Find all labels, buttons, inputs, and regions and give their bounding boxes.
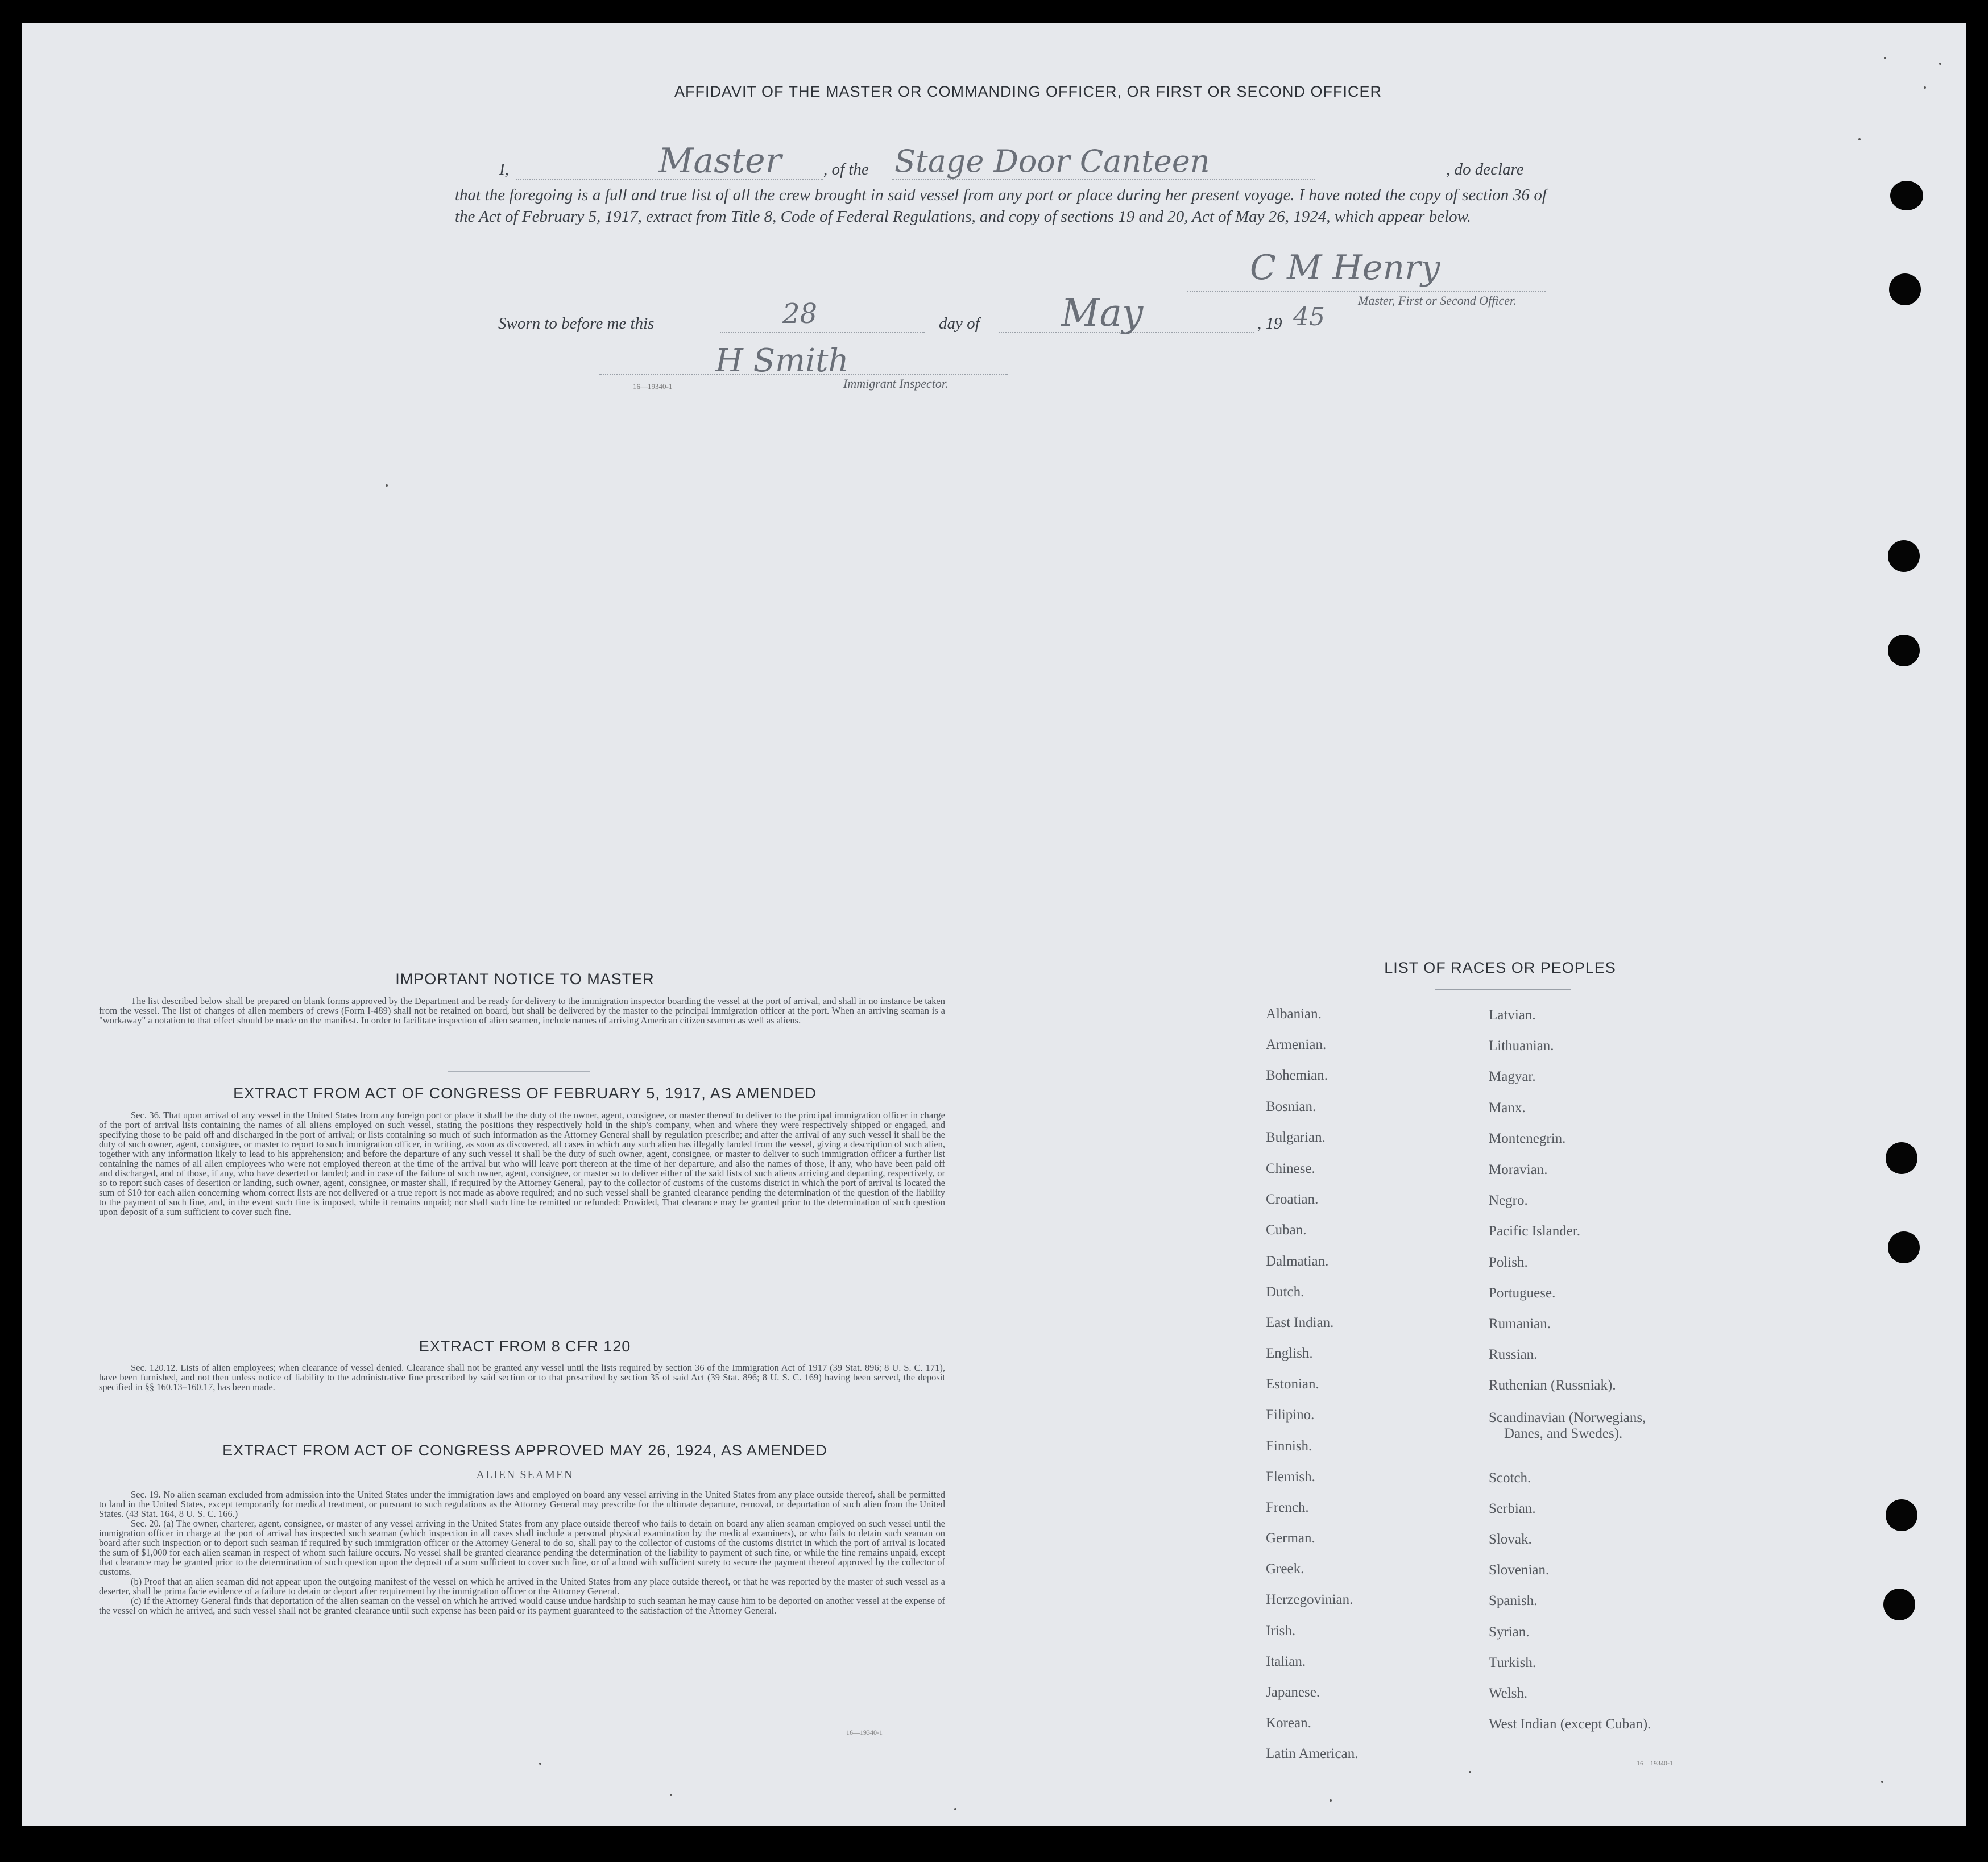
race-left-3: Bohemian. xyxy=(1266,1068,1328,1083)
race-left-5: Bulgarian. xyxy=(1266,1130,1326,1145)
race-right-4: Manx. xyxy=(1489,1100,1526,1115)
race-left-4: Bosnian. xyxy=(1266,1099,1316,1114)
scan-speck xyxy=(1939,63,1941,65)
punch-hole xyxy=(1888,540,1920,572)
race-right-6: Moravian. xyxy=(1489,1162,1548,1177)
race-right-5: Montenegrin. xyxy=(1489,1131,1566,1146)
handwritten-rank: Master xyxy=(658,141,782,181)
race-right-7: Negro. xyxy=(1489,1193,1528,1208)
extract-1917-title: EXTRACT FROM ACT OF CONGRESS OF FEBRUARY 5, 1917, AS AMENDED xyxy=(233,1085,817,1102)
race-right-23: West Indian (except Cuban). xyxy=(1489,1716,1651,1732)
scan-speck xyxy=(954,1808,956,1810)
scan-speck xyxy=(539,1763,541,1765)
race-right-12: Russian. xyxy=(1489,1347,1538,1362)
race-left-9: Dalmatian. xyxy=(1266,1254,1329,1269)
race-left-1: Albanian. xyxy=(1266,1006,1322,1022)
race-right-14: Scandinavian (Norwegians, xyxy=(1489,1410,1646,1425)
handwritten-day: 28 xyxy=(782,298,818,330)
punch-hole xyxy=(1889,273,1921,305)
race-left-10: Dutch. xyxy=(1266,1284,1304,1300)
sworn-text: Sworn to before me this xyxy=(498,314,655,333)
race-right-3: Magyar. xyxy=(1489,1069,1536,1084)
race-left-12: English. xyxy=(1266,1346,1313,1361)
inspector-caption: Immigrant Inspector. xyxy=(843,376,949,391)
race-left-17: French. xyxy=(1266,1500,1309,1515)
race-right-1: Latvian. xyxy=(1489,1007,1536,1023)
notice-text: The list described below shall be prepared on blank forms approved by the Department and be ready for delivery to the immigration inspector boarding the vessel at the port of arrival, and shall in no instance be taken from the vessel. The list of changes of alien members of crews (Form I-489) shall not be retained on board, but shall be delivered by the master to the principal immigration officer at the port. When an arriving seaman is a "workaway" a notation to that effect should be made on the manifest. In order to facilitate inspection of alien seamen, include names of arriving American citizen seamen as well as aliens. xyxy=(99,996,945,1026)
punch-hole xyxy=(1888,1231,1920,1263)
sec20a-text: Sec. 20. (a) The owner, charterer, agent, consignee, or master of any vessel arriving in the United States from any place outside thereof who fails to detain on board any alien seaman employed on such vessel until the immigration officer in charge at the port of arrival has inspected such seaman (which inspection in all cases shall include a personal physical examination by the medical examiners), or who fails to detain such seaman on board after such inspection or to deport such seaman if required by such immigration officer or the Attorney General to do so, shall pay to the collector of customs of the customs district in which the port of arrival is located the sum of $1,000 for each alien seaman in respect of whom such failure occurs. No vessel shall be granted clearance pending the determination of the liability to payment of such fine, or while the fine remains unpaid, except that clearance may be granted prior to the determination of such question upon the deposit of a sum sufficient to cover such fine, or of a bond with sufficient surety to secure the payment thereof approved by the collector of customs. xyxy=(99,1518,945,1577)
race-left-20: Herzegovinian. xyxy=(1266,1592,1353,1607)
sec20b-text: (b) Proof that an alien seaman did not appear upon the outgoing manifest of the vessel on which he arrived in the United States from any place outside thereof, or that he was reported by the master of such vessel as a deserter, shall be prima facie evidence of a failure to detain or deport after requirement by the immigration officer or the Attorney General. xyxy=(99,1576,945,1596)
race-right-18: Slovenian. xyxy=(1489,1562,1550,1578)
race-left-15: Finnish. xyxy=(1266,1438,1312,1454)
race-right-21: Turkish. xyxy=(1489,1655,1536,1670)
race-left-24: Korean. xyxy=(1266,1715,1311,1731)
races-title: LIST OF RACES OR PEOPLES xyxy=(1384,959,1616,976)
notice-divider xyxy=(448,1071,590,1072)
inspector-block xyxy=(599,341,1008,404)
scan-speck xyxy=(1330,1799,1332,1802)
punch-hole xyxy=(1886,1142,1917,1174)
races-form-number: 16—19340-1 xyxy=(1637,1759,1673,1767)
handwritten-vessel-name: Stage Door Canteen xyxy=(894,143,1210,179)
race-left-14: Filipino. xyxy=(1266,1407,1315,1423)
sworn-line xyxy=(498,290,1351,341)
punch-hole xyxy=(1886,1499,1917,1531)
race-left-22: Italian. xyxy=(1266,1654,1306,1669)
race-right-20: Syrian. xyxy=(1489,1624,1530,1640)
race-left-25: Latin American. xyxy=(1266,1746,1359,1761)
extract-cfr-text: Sec. 120.12. Lists of alien employees; when clearance of vessel denied. Clearance shall not be granted any vessel until the lists required by section 36 of the Immigration Act of 1917 (39 Stat. 896; 8 U. S. C. 171), have been furnished, and not then unless notice of liability to the administrative fine prescribed by said section or to that prescribed by section 35 of said Act (39 Stat. 896; 8 U. S. C. 169) having been served, the deposit specified in §§ 160.13–160.17, has been made. xyxy=(99,1362,945,1392)
race-right-17: Slovak. xyxy=(1489,1532,1532,1547)
affidavit-declaration-line xyxy=(459,143,1534,183)
year-prefix: , 19 xyxy=(1257,314,1282,333)
affidavit-form-number: 16—19340-1 xyxy=(633,382,673,391)
race-right-11: Rumanian. xyxy=(1489,1316,1551,1332)
race-right-8: Pacific Islander. xyxy=(1489,1224,1581,1239)
scan-speck xyxy=(1469,1771,1471,1773)
inspector-line xyxy=(599,374,1008,375)
line1-prefix: I, xyxy=(499,160,509,179)
race-right-14b: Danes, and Swedes). xyxy=(1504,1426,1623,1441)
race-right-10: Portuguese. xyxy=(1489,1285,1556,1301)
scan-speck xyxy=(386,484,388,487)
race-right-22: Welsh. xyxy=(1489,1686,1528,1701)
notice-title: IMPORTANT NOTICE TO MASTER xyxy=(395,971,655,988)
race-right-9: Polish. xyxy=(1489,1255,1528,1270)
race-left-21: Irish. xyxy=(1266,1623,1296,1639)
sec19-text: Sec. 19. No alien seaman excluded from admission into the United States under the immigration laws and employed on board any vessel arriving in the United States from any place outside thereof, shall be permitted to land in the United States, except temporarily for medical treatment, or pursuant to such regulations as the Attorney General may prescribe for the ultimate departure, removal, or deportation of such alien from the United States. (43 Stat. 164, 8 U. S. C. 166.) xyxy=(99,1489,945,1519)
punch-hole xyxy=(1888,635,1920,666)
race-left-8: Cuban. xyxy=(1266,1222,1307,1238)
extract-1924-body xyxy=(99,1490,945,1615)
race-left-2: Armenian. xyxy=(1266,1037,1327,1052)
punch-hole xyxy=(1890,181,1923,210)
handwritten-month: May xyxy=(1061,291,1144,335)
scan-speck xyxy=(1884,57,1886,59)
race-left-13: Estonian. xyxy=(1266,1376,1319,1392)
races-title-rule xyxy=(1435,989,1571,990)
scan-speck xyxy=(1881,1781,1883,1783)
handwritten-year: 45 xyxy=(1293,302,1325,331)
punch-hole xyxy=(1883,1589,1915,1620)
race-right-13: Ruthenian (Russniak). xyxy=(1489,1378,1616,1393)
extract-cfr-title: EXTRACT FROM 8 CFR 120 xyxy=(419,1338,631,1355)
signature-caption: Master, First or Second Officer. xyxy=(1358,293,1517,308)
race-left-7: Croatian. xyxy=(1266,1192,1319,1207)
day-of-text: day of xyxy=(939,314,980,333)
extract-1917-text: Sec. 36. That upon arrival of any vessel in the United States from any foreign port or place it shall be the duty of the owner, agent, consignee, or master thereof to deliver to the principal immigration officer in charge of the port of arrival lists containing the names of all aliens employed on such vessel, stating the positions they respectively hold in the ship's company, when and where they were respectively shipped or engaged, and specifying those to be paid off and discharged in the port of arrival; or lists containing so much of such information as the Attorney General shall by regulation prescribe; and after the arrival of any such vessel it shall be the duty of such owner, agent, consignee, or master to report to such immigration officer, in writing, as soon as discovered, all cases in which any such alien has illegally landed from the vessel, giving a description of such alien, together with any information likely to lead to his apprehension; and before the departure of any such vessel it shall be the duty of such owner, agent, consignee, or master to deliver to such immigration officer a further list containing the names of all alien employees who were not employed thereon at the time of the arrival but who will leave port thereon at the time of her departure, and also the names of those, if any, who have been paid off and discharged, and of those, if any, who have deserted or landed; and in case of the failure of such owner, agent, consignee, or master so to deliver either of the said lists of such aliens arriving and departing, respectively, or so to report such cases of desertion or landing, such owner, agent, consignee, or master shall, if required by the Attorney General, pay to the collector of customs of the customs district in which the port of arrival is located the sum of $10 for each alien concerning whom correct lists are not delivered or a true report is not made as above required; and no such vessel shall be granted clearance pending the determination of the question of the liability to the payment of such fine, and, in the event such fine is imposed, while it remains unpaid; nor shall such fine be remitted or refunded: Provided, That clearance may be granted prior to the determination of such question upon deposit of a sum sufficient to cover such fine. xyxy=(99,1110,945,1217)
handwritten-inspector: H Smith xyxy=(715,342,849,379)
scan-speck xyxy=(1924,86,1926,89)
race-right-16: Serbian. xyxy=(1489,1501,1536,1516)
race-left-11: East Indian. xyxy=(1266,1315,1334,1330)
day-blank xyxy=(720,332,925,333)
race-left-16: Flemish. xyxy=(1266,1469,1315,1484)
race-left-18: German. xyxy=(1266,1531,1315,1546)
handwritten-signature: C M Henry xyxy=(1250,248,1440,288)
scan-speck xyxy=(670,1794,672,1796)
extract-1924-title: EXTRACT FROM ACT OF CONGRESS APPROVED MAY 26, 1924, AS AMENDED xyxy=(222,1442,827,1459)
document-page xyxy=(22,23,1966,1826)
do-declare-text: , do declare xyxy=(1446,160,1524,179)
race-right-19: Spanish. xyxy=(1489,1593,1538,1608)
affidavit-body: that the foregoing is a full and true list of all the crew brought in said vessel from any port or place during her present voyage. I have noted the copy of section 36 of the Act of February 5, 1917, extract from Title 8, Code of Federal Regulations, and copy of sections 19 and 20, Act of May 26, 1924, which appear below. xyxy=(455,186,1547,226)
scan-speck xyxy=(1858,138,1861,140)
extract-1924-subtitle: ALIEN SEAMEN xyxy=(476,1469,574,1481)
race-left-23: Japanese. xyxy=(1266,1685,1320,1700)
sec20c-text: (c) If the Attorney General finds that deportation of the alien seaman on the vessel on which he arrived would cause undue hardship to such seaman he may cause him to be deported on another vessel at the expense of the vessel on which he arrived, and such vessel shall not be granted clearance until such expense has been paid or its payment guaranteed to the satisfaction of the Attorney General. xyxy=(99,1595,945,1616)
race-left-19: Greek. xyxy=(1266,1561,1304,1577)
race-right-15: Scotch. xyxy=(1489,1470,1531,1486)
extract-form-number: 16—19340-1 xyxy=(846,1728,883,1736)
affidavit-title: AFFIDAVIT OF THE MASTER OR COMMANDING OFFICER, OR FIRST OR SECOND OFFICER xyxy=(674,83,1382,100)
race-left-6: Chinese. xyxy=(1266,1161,1315,1176)
of-the-text: , of the xyxy=(823,160,869,179)
race-right-2: Lithuanian. xyxy=(1489,1038,1554,1054)
